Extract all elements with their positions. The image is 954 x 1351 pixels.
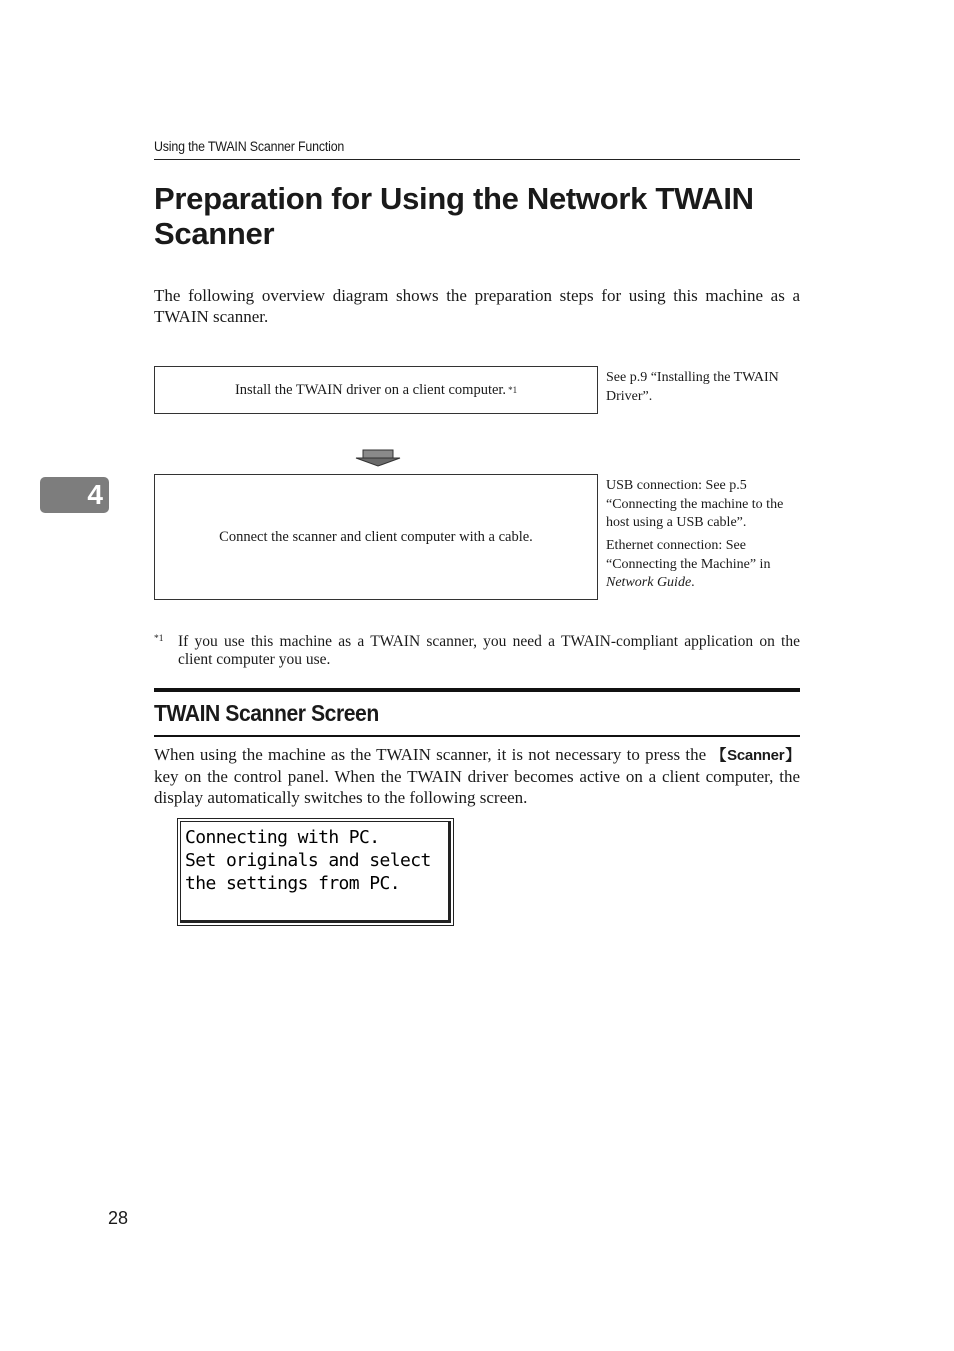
page-number: 28 [108,1208,129,1228]
step-2-text: Connect the scanner and client computer with a cable. [219,528,533,545]
scanner-key-label: 【Scanner】 [711,747,800,764]
running-head: Using the TWAIN Scanner Function [154,139,345,154]
down-arrow-icon [355,448,401,468]
step-1-text: Install the TWAIN driver on a client computer. [234,381,507,398]
step-1-box [154,366,598,414]
step-2-reference-ethernet [606,537,800,593]
step-1-note-mark: *1 [508,385,518,395]
section-body-after-key: key on the control panel. When the TWAIN driver becomes active on a client computer, the display automatically switches to the following screen. [154,767,800,807]
step-2-reference-usb: USB connection: See p.5 “Connecting the machine to the host using a USB cable”. [606,478,784,530]
lcd-display-panel [177,818,454,926]
lcd-line: Connecting with PC. [185,827,380,848]
footnote-text: If you use this machine as a TWAIN scanner, you need a TWAIN-compliant application on the client computer you use. [178,633,800,668]
page-title: Preparation for Using the Network TWAIN Scanner [154,181,754,251]
footnote [154,633,800,668]
chapter-tab: 4 [40,477,109,513]
section-body [154,744,800,808]
ethernet-reference-suffix: . [691,575,695,590]
lcd-screen [180,821,451,923]
section-rule-top [154,688,800,692]
section-body-before-key: When using the machine as the TWAIN scanner, it is not necessary to press the [154,745,712,764]
ethernet-reference-prefix: Ethernet connection: See “Connecting the Machine” in [606,538,771,572]
footnote-mark: *1 [154,634,164,644]
step-1-reference: See p.9 “Installing the TWAIN Driver”. [606,370,779,404]
header-rule [154,159,800,160]
network-guide-title: Network Guide [606,575,692,590]
lcd-line: Set originals and select [185,850,431,871]
section-title: TWAIN Scanner Screen [154,700,379,726]
intro-paragraph: The following overview diagram shows the preparation steps for using this machine as a TWAIN scanner. [154,286,800,326]
lcd-line: the settings from PC. [185,873,400,894]
section-rule-bottom [154,735,800,737]
step-2-box [154,474,598,600]
